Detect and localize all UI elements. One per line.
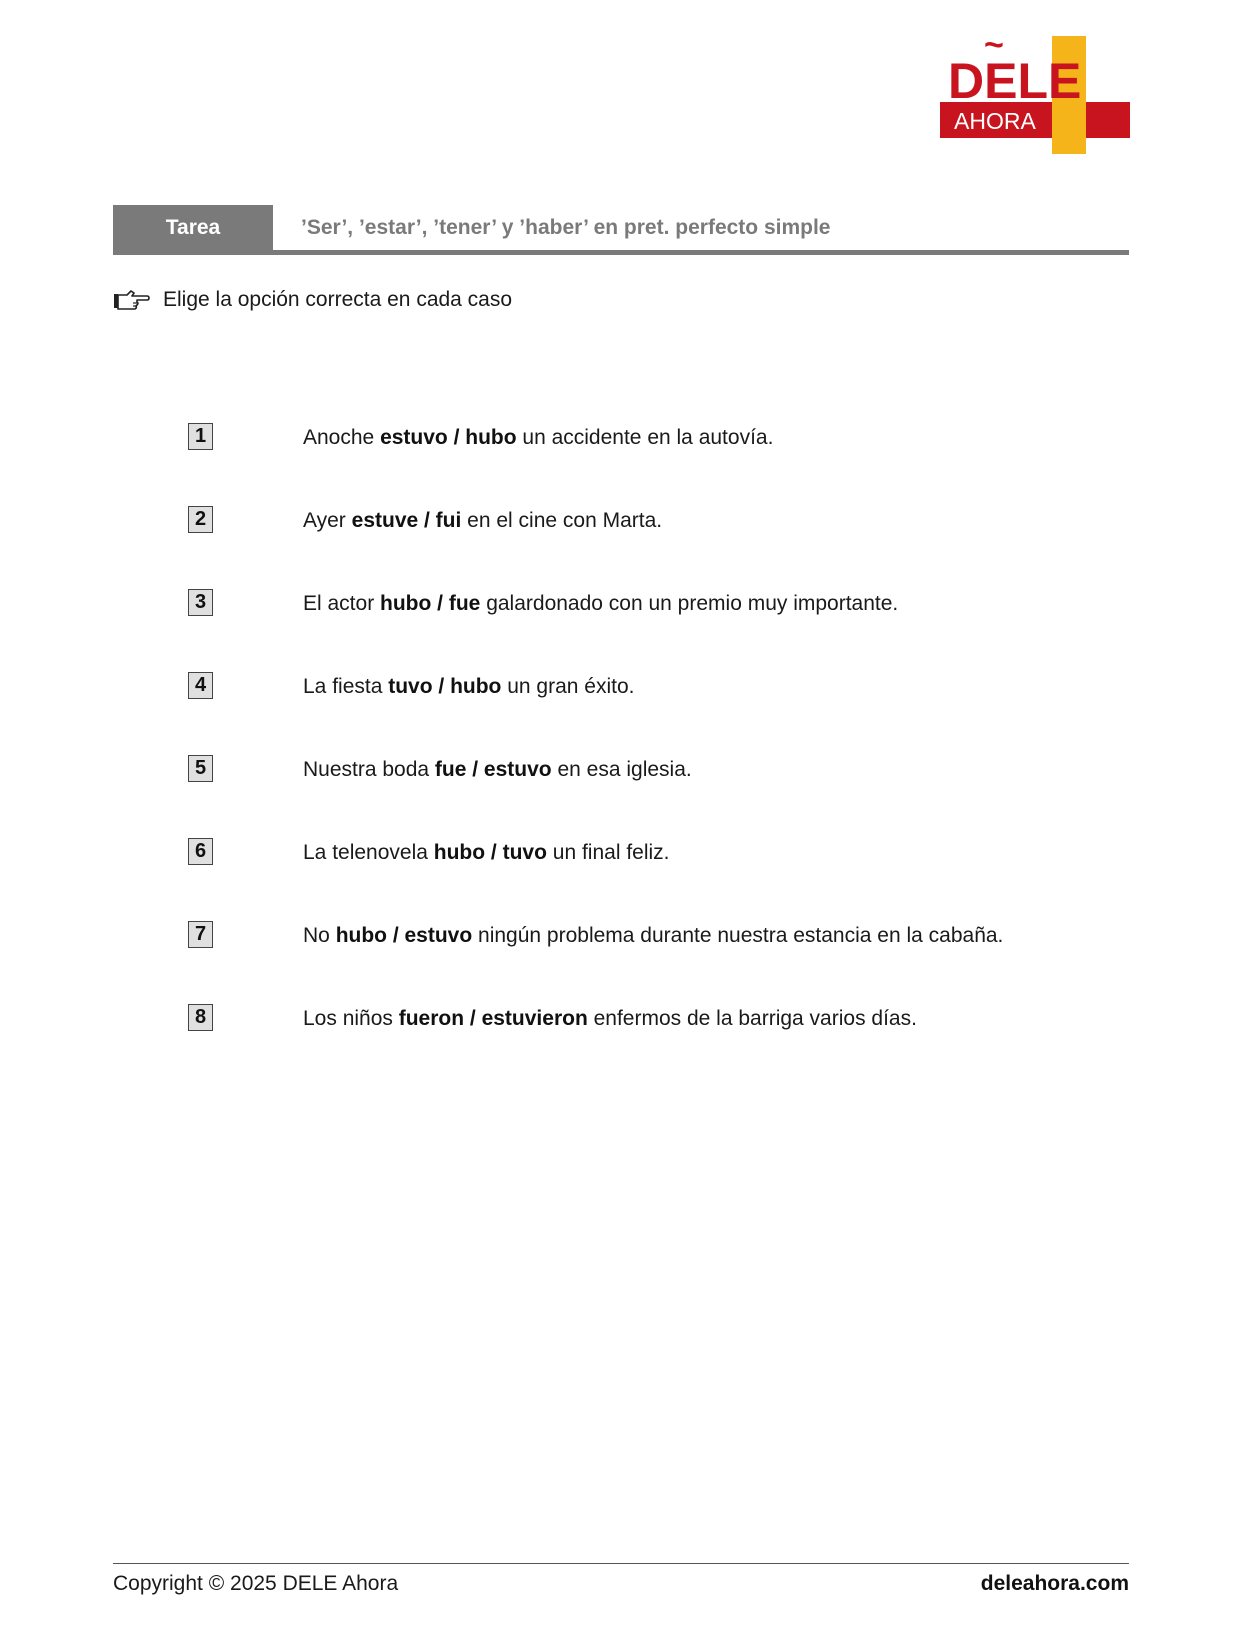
sentence-options: hubo / tuvo bbox=[433, 841, 547, 864]
sentence-options: estuvo / hubo bbox=[380, 426, 517, 449]
sentence-options: hubo / estuvo bbox=[335, 924, 473, 947]
exercise-item bbox=[0, 421, 1241, 455]
sentence-end: enfermos de la barriga varios días. bbox=[587, 1007, 917, 1030]
sentence-end: un final feliz. bbox=[546, 841, 670, 864]
sentence-end: ningún problema durante nuestra estancia en la cabaña. bbox=[472, 924, 1004, 947]
exercise-item bbox=[0, 753, 1241, 787]
instruction bbox=[113, 283, 512, 317]
sentence-options: fueron / estuvieron bbox=[398, 1007, 588, 1030]
sentence-options: tuvo / hubo bbox=[388, 675, 502, 698]
pointing-hand-icon bbox=[113, 288, 151, 312]
instruction-text: Elige la opción correcta en cada caso bbox=[163, 288, 513, 311]
sentence-options: estuve / fui bbox=[351, 509, 462, 532]
sentence-start: Anoche bbox=[303, 426, 381, 449]
tarea-tab: Tarea bbox=[113, 205, 273, 250]
exercise-sentence bbox=[303, 836, 670, 870]
exercise-number: 5 bbox=[188, 755, 213, 782]
logo-tilde: ~ bbox=[984, 36, 1004, 64]
exercise-sentence bbox=[303, 587, 898, 621]
task-header bbox=[113, 205, 1129, 255]
logo-graphic bbox=[940, 36, 1130, 156]
sentence-start: No bbox=[303, 924, 336, 947]
exercise-number: 4 bbox=[188, 672, 213, 699]
exercise-sentence bbox=[303, 504, 662, 538]
sentence-options: hubo / fue bbox=[380, 592, 481, 615]
exercise-number: 1 bbox=[188, 423, 213, 450]
exercise-sentence bbox=[303, 670, 634, 704]
exercise-number: 7 bbox=[188, 921, 213, 948]
sentence-start: La telenovela bbox=[303, 841, 434, 864]
dele-ahora-logo bbox=[940, 36, 1130, 156]
exercise-number: 3 bbox=[188, 589, 213, 616]
sentence-start: El actor bbox=[303, 592, 381, 615]
logo-dele-text: DELE bbox=[948, 53, 1082, 109]
exercise-item bbox=[0, 587, 1241, 621]
sentence-start: Los niños bbox=[303, 1007, 399, 1030]
sentence-start: La fiesta bbox=[303, 675, 389, 698]
exercise-sentence bbox=[303, 421, 773, 455]
sentence-end: un gran éxito. bbox=[501, 675, 635, 698]
sentence-end: un accidente en la autovía. bbox=[516, 426, 774, 449]
sentence-options: fue / estuvo bbox=[434, 758, 552, 781]
exercise-number: 2 bbox=[188, 506, 213, 533]
website-link[interactable]: deleahora.com bbox=[980, 1572, 1129, 1595]
exercise-sentence bbox=[303, 919, 1003, 953]
sentence-end: en esa iglesia. bbox=[551, 758, 692, 781]
exercise-number: 8 bbox=[188, 1004, 213, 1031]
logo-ahora-text: AHORA bbox=[954, 108, 1036, 134]
header-underline bbox=[113, 250, 1129, 255]
exercise-sentence bbox=[303, 753, 692, 787]
sentence-end: en el cine con Marta. bbox=[461, 509, 663, 532]
task-title: ’Ser’, ’estar’, ’tener’ y ’haber’ en pret. perfecto simple bbox=[301, 215, 831, 239]
copyright-text: Copyright © 2025 DELE Ahora bbox=[113, 1572, 399, 1595]
exercise-item bbox=[0, 504, 1241, 538]
exercise-item bbox=[0, 836, 1241, 870]
sentence-end: galardonado con un premio muy importante. bbox=[480, 592, 899, 615]
exercise-item bbox=[0, 1002, 1241, 1036]
exercise-number: 6 bbox=[188, 838, 213, 865]
exercise-item bbox=[0, 919, 1241, 953]
sentence-start: Ayer bbox=[303, 509, 352, 532]
exercise-sentence bbox=[303, 1002, 917, 1036]
sentence-start: Nuestra boda bbox=[303, 758, 435, 781]
exercise-item bbox=[0, 670, 1241, 704]
footer-divider bbox=[113, 1563, 1129, 1564]
